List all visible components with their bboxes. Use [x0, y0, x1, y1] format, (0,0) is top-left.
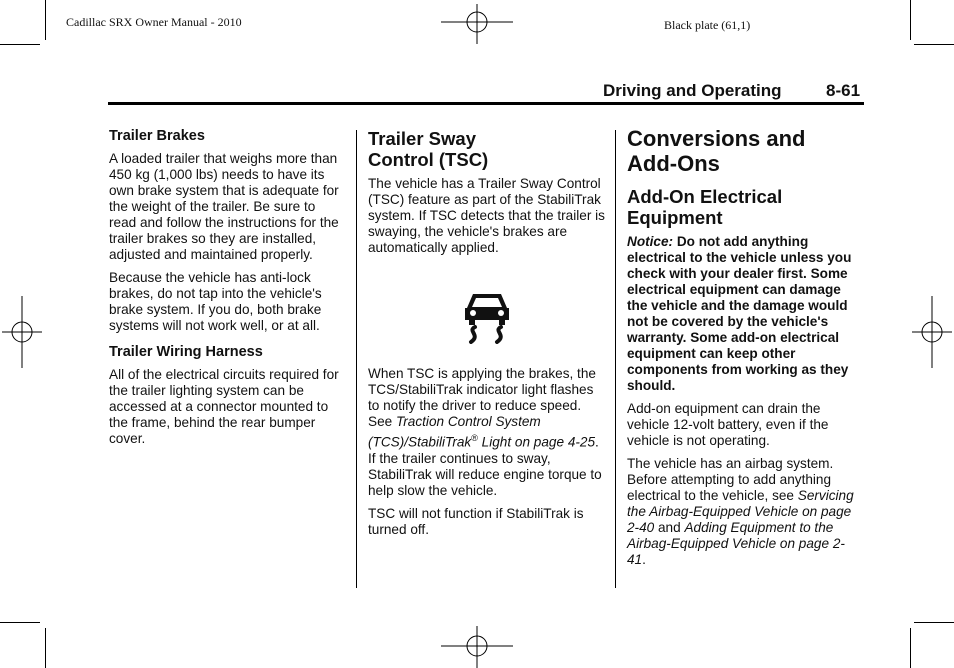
registration-mark-icon — [441, 626, 513, 668]
heading-line: Equipment — [627, 207, 723, 228]
heading-line: Trailer Sway — [368, 128, 476, 149]
paragraph: All of the electrical circuits required for the trailer lighting system can be accessed at a connector mounted to the frame, behind the rear bumper cover. — [109, 367, 339, 446]
registration-mark-icon — [441, 4, 513, 44]
icon-container — [368, 290, 606, 344]
paragraph: TSC will not function if StabiliTrak is turned off. — [368, 505, 584, 537]
notice-paragraph — [627, 234, 863, 394]
notice-text: Do not add anything electrical to the vehicle unless you check with your dealer first. Some electrical equipment can damage the vehicle and the damage would not be covered by the vehicle's warranty. Some add-on electrical equipment can keep other components from working as they should. — [627, 234, 852, 393]
heading-line: Add-On Electrical — [627, 186, 783, 207]
heading-trailer-brakes: Trailer Brakes — [109, 128, 205, 144]
text-run: When TSC is applying the brakes, the TCS/StabiliTrak indicator light flashes to notify the driver to reduce speed. See — [368, 366, 596, 429]
paragraph: Add-on equipment can drain the vehicle 12-volt battery, even if the vehicle is not operating. — [627, 401, 829, 448]
column-divider — [615, 130, 616, 588]
column-middle — [368, 128, 606, 545]
paragraph — [627, 456, 863, 568]
page-number: 8-61 — [826, 81, 861, 100]
heading-add-on-electrical-equipment — [627, 186, 863, 228]
crop-mark — [0, 622, 40, 623]
crop-mark — [0, 44, 40, 45]
section-title: Driving and Operating — [603, 81, 782, 100]
text-run: The vehicle has an airbag system. Before attempting to add anything electrical to the vehicle, see — [627, 456, 834, 503]
paragraph: The vehicle has a Trailer Sway Control (TSC) feature as part of the StabiliTrak system. If TSC detects that the trailer is swaying, the vehicle's brakes are automatically applied. — [368, 176, 605, 255]
header-rule — [108, 102, 864, 105]
notice-label: Notice: — [627, 234, 674, 249]
column-right — [627, 126, 863, 575]
heading-line: Add-Ons — [627, 151, 720, 176]
cross-reference: Adding Equipment to the Airbag-Equipped Vehicle on page 2-41 — [627, 520, 845, 567]
crop-mark — [45, 0, 46, 40]
plate-label: Black plate (61,1) — [664, 18, 751, 32]
text-run: and — [654, 520, 685, 535]
column-left — [109, 128, 345, 454]
crop-mark — [914, 622, 954, 623]
registered-mark: ® — [471, 433, 478, 443]
paragraph: A loaded trailer that weighs more than 450 kg (1,000 lbs) needs to have its own brake system that is adequate for the weight of the trailer. Be sure to read and follow the instructions for the trailer brakes so they are installed, adjusted and maintained properly. — [109, 151, 339, 262]
cross-reference: Servicing the Airbag-Equipped Vehicle on page 2-40 — [627, 488, 854, 535]
column-divider — [356, 130, 357, 588]
paragraph: Because the vehicle has anti-lock brakes, do not tap into the vehicle's brake system. If you do, both brake systems will not work well, or at all. — [109, 270, 322, 333]
heading-trailer-sway-control — [368, 128, 606, 170]
crop-mark — [914, 44, 954, 45]
cross-reference: Light on page 4-25 — [477, 434, 596, 450]
registration-mark-icon — [912, 296, 952, 368]
text-run: . If the trailer continues to sway, StabiliTrak will reduce engine torque to help slow the vehicle. — [368, 434, 602, 498]
heading-trailer-wiring-harness: Trailer Wiring Harness — [109, 344, 263, 360]
registration-mark-icon — [2, 296, 42, 368]
heading-line: Control (TSC) — [368, 149, 489, 170]
text-run: . — [642, 552, 646, 567]
heading-line: Conversions and — [627, 126, 806, 151]
cross-reference: Traction Control System (TCS)/StabiliTrak — [368, 414, 541, 450]
crop-mark — [910, 0, 911, 40]
paragraph — [368, 366, 606, 499]
traction-control-icon — [461, 290, 513, 344]
manual-title: Cadillac SRX Owner Manual - 2010 — [66, 15, 242, 29]
heading-conversions-and-add-ons — [627, 126, 863, 176]
crop-mark — [910, 628, 911, 668]
crop-mark — [45, 628, 46, 668]
